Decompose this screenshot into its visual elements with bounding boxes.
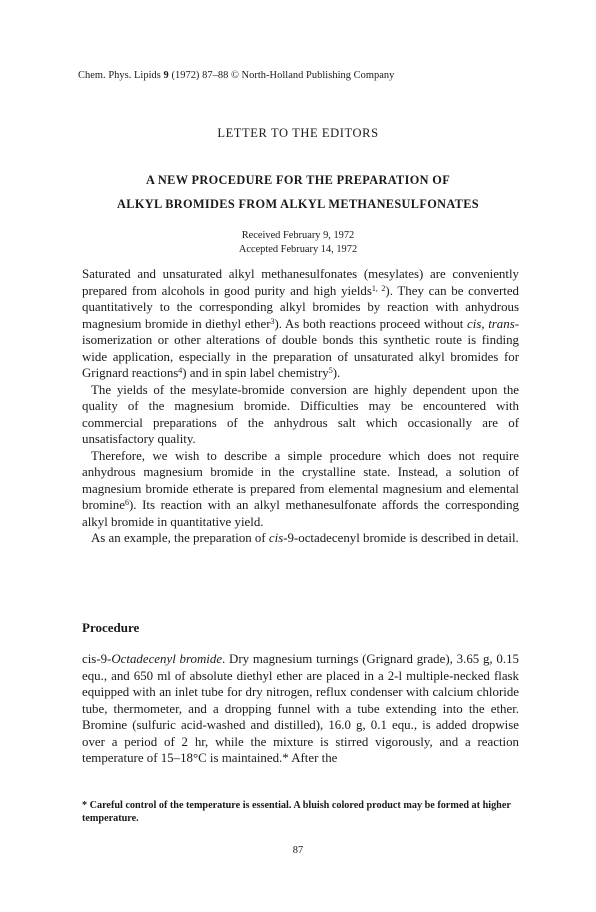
p4-text-b: -9-octadecenyl bromide is described in detail.	[283, 531, 519, 545]
section-heading: LETTER TO THE EDITORS	[217, 126, 379, 140]
ref-superscript: 5	[328, 366, 333, 375]
received-date: Received February 9, 1972	[241, 230, 355, 241]
paragraph-3	[82, 448, 519, 531]
paragraph-2: The yields of the mesylate-bromide conversion are highly dependent upon the quality of the magnesium bromide. Difficulties may be encountered with commercial preparations of the anhydrous salt which occasionally are of unsatisfactory quality.	[82, 382, 519, 446]
journal-volume: 9	[163, 70, 169, 81]
intro-text	[82, 266, 519, 547]
paragraph-4	[82, 530, 519, 547]
accepted-date: Accepted February 14, 1972	[238, 244, 358, 255]
paragraph-1	[82, 266, 519, 382]
journal-citation: (1972) 87–88 © North-Holland Publishing Company	[168, 70, 395, 81]
p1-italic: cis, trans	[467, 316, 515, 331]
p1-text-f: ).	[332, 366, 341, 380]
running-head	[78, 70, 518, 81]
p1-text-c: ). As both reactions proceed without	[274, 316, 468, 331]
article-title-line-2: ALKYL BROMIDES FROM ALKYL METHANESULFONATES	[117, 197, 479, 211]
ref-superscript: 6	[124, 498, 129, 507]
p4-text-a: As an example, the preparation of	[91, 531, 269, 545]
article-title-line-1: A NEW PROCEDURE FOR THE PREPARATION OF	[145, 173, 451, 187]
procedure-body-text: . Dry magnesium turnings (Grignard grade), 3.65 g, 0.15 equ., and 650 ml of absolute diethyl ether are placed in a 2-l multiple-necked flask equipped with an inlet tube for dry nitrogen, reflux condenser with calcium chloride tube, thermometer, and a dropping funnel with a tube extending into the ether. Bromine (sulfuric acid-washed and distilled), 16.0 g, 0.1 equ., is added dropwise over a period of 2 hr, while the mixture is stirred vigorously, and a reaction temperature of 15–18°C is maintained.* After the	[82, 652, 519, 765]
procedure-text	[82, 651, 519, 767]
procedure-paragraph	[82, 651, 519, 767]
p1-text-d: -isomerization or other alterations of double bonds this synthetic route is finding wide application, especially in the preparation of unsaturated alkyl bromides for Grignard reactions	[82, 316, 520, 380]
ref-superscript: 3	[270, 316, 275, 326]
footnote: * Careful control of the temperature is essential. A bluish colored product may be formed at higher temperature.	[82, 800, 511, 824]
page-number: 87	[292, 845, 304, 856]
ref-superscript: 4	[178, 366, 183, 375]
p4-italic: cis	[268, 531, 284, 545]
p3-text-b: ). Its reaction with an alkyl methanesulfonate affords the corresponding alkyl bromide in quantitative yield.	[82, 498, 519, 529]
p3-text-a: Therefore, we wish to describe a simple procedure which does not require anhydrous magnesium bromide in the crystalline state. Instead, a solution of magnesium bromide etherate is prepared from elemental magnesium and elemental bromine	[82, 448, 519, 512]
procedure-compound-name: Octadecenyl bromide	[111, 652, 223, 666]
ref-superscript: 1, 2	[371, 283, 386, 293]
procedure-heading: Procedure	[82, 620, 140, 635]
p1-text-b: ). They can be converted quantitatively to the corresponding alkyl bromides by reaction with anhydrous magnesium bromide in diethyl ether	[82, 283, 519, 331]
journal-name: Chem. Phys. Lipids	[78, 70, 161, 81]
procedure-prefix: cis-9-	[82, 652, 112, 666]
p1-text-a: Saturated and unsaturated alkyl methanesulfonates (mesylates) are conveniently prepared from alcohols in good purity and high yields	[82, 267, 519, 298]
p1-text-e: ) and in spin label chemistry	[182, 366, 329, 380]
